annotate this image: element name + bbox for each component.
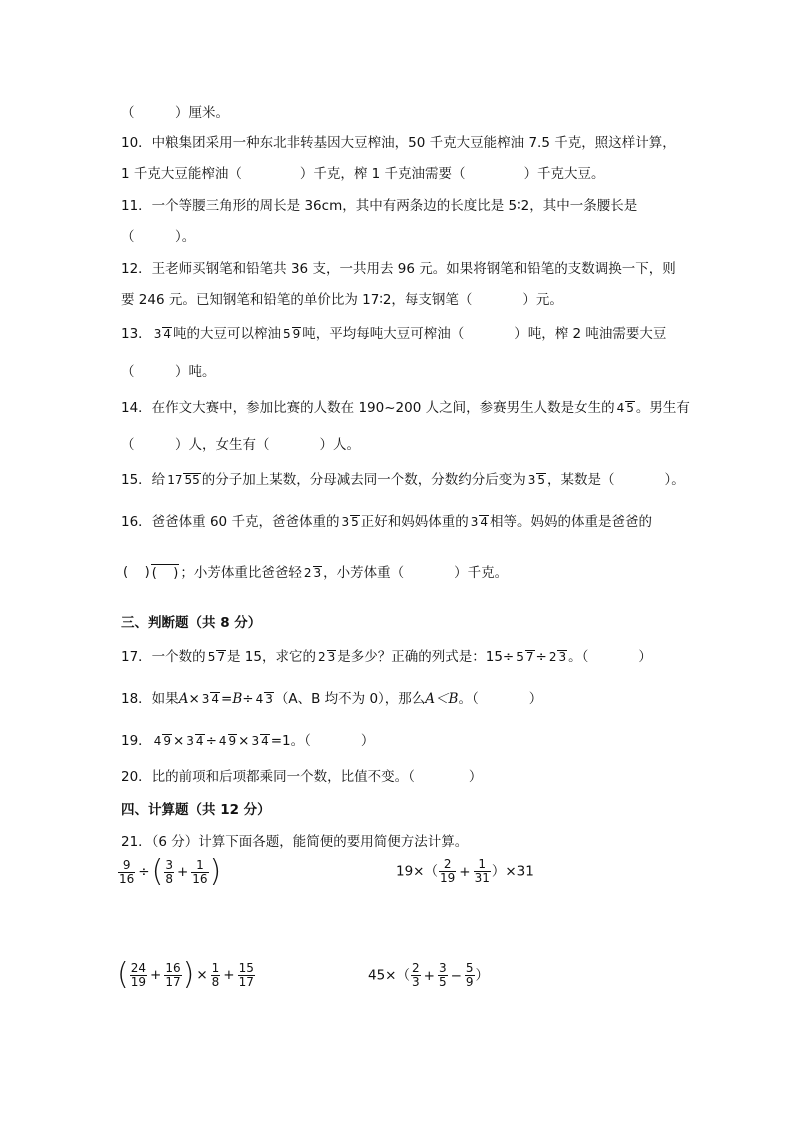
question-15-line: 15．给 17 55 的分子加上某数，分母减去同一个数，分数约分后变为 3 5 ，某数是（ ）。 [121, 472, 685, 488]
answer-blank-line: （ ）厘米。 [121, 105, 229, 121]
section-title: 三、判断题（共 8 分） [121, 615, 262, 631]
fraction: 17 55 [167, 472, 200, 487]
fraction: 3 4 [153, 326, 171, 341]
fraction: 5 7 [207, 649, 225, 664]
question-21-line: 21．（6 分）计算下面各题，能简便的要用简便方法计算。 [121, 834, 469, 850]
question-16-line-1: 16．爸爸体重 60 千克，爸爸体重的 3 5 正好和妈妈体重的 3 4 相等。妈妈的体重是爸爸的 [121, 514, 653, 530]
fraction: 2 3 [303, 565, 322, 580]
question-12-line-1: 12．王老师买钢笔和铅笔共 36 支，一共用去 96 元。如果将钢笔和铅笔的支数调换一下，则 [121, 261, 676, 277]
fraction: 3 5 [527, 472, 546, 487]
fraction: 3 5 [341, 514, 359, 529]
question-19-line: 19． 4 9 × 3 4 ÷ 4 9 × 3 4 =1。（ ） [121, 733, 375, 749]
fraction: 3 4 [251, 733, 269, 748]
question-11-line-1: 11．一个等腰三角形的周长是 36cm，其中有两条边的长度比是 5∶2，其中一条腰长是 [121, 198, 638, 214]
fraction: $\frac{16}{17}$ [165, 960, 181, 989]
fraction: 3 4 [186, 733, 204, 748]
calc-expression-2: 19×（ $\frac{2}{19}$ + $\frac{1}{31}$ ）×31 [396, 857, 534, 885]
question-13-line-1: 13． 3 4 吨的大豆可以榨油 5 9 吨，平均每吨大豆可榨油（ ）吨，榨 2 吨油需要大豆 [121, 326, 667, 342]
question-10-line-1: 10．中粮集团采用一种东北非转基因大豆榨油，50 千克大豆能榨油 7.5 千克，照这样计算， [121, 135, 676, 151]
fraction: $\frac{2}{3}$ [412, 961, 420, 989]
question-10-line-2: 1 千克大豆能榨油（ ）千克，榨 1 千克油需要（ ）千克大豆。 [121, 166, 605, 182]
section-title: 四、计算题（共 12 分） [121, 802, 271, 818]
question-18-line: 18．如果A× 3 4 =B÷ 4 3 （A、B 均不为 0），那么A＜B。（ ） [121, 691, 543, 707]
calc-expression-3: ( $\frac{24}{19}$ + $\frac{16}{17}$ ) × $\frac{1}{8}$ + $\frac{15}{17}$ [117, 957, 254, 992]
fraction: 3 4 [470, 514, 489, 529]
fraction: $\frac{9}{16}$ [119, 857, 135, 886]
fraction: 4 5 [616, 400, 634, 415]
question-13-line-2: （ ）吨。 [121, 364, 216, 380]
question-14-line-2: （ ）人，女生有（ ）人。 [121, 437, 360, 453]
fraction: 4 3 [255, 691, 273, 706]
fraction: 3 4 [201, 691, 220, 706]
fraction: 2 3 [317, 649, 336, 664]
question-12-line-2: 要 246 元。已知钢笔和铅笔的单价比为 17∶2，每支钢笔（ ）元。 [121, 292, 563, 308]
fraction: 5 9 [282, 326, 301, 341]
question-17-line: 17．一个数的 5 7 是 15，求它的 2 3 是多少？正确的列式是：15÷ 5 7 ÷ 2 3 。（ ） [121, 649, 652, 665]
fraction: $\frac{3}{8}$ [165, 857, 173, 886]
fraction: $\frac{15}{17}$ [238, 960, 254, 989]
calc-expression-4: 45×（ $\frac{2}{3}$ + $\frac{3}{5}$ − $\frac{5}{9}$ ） [368, 961, 490, 989]
question-16-line-2: ( ) ( ) ；小芳体重比爸爸轻 2 3 ，小芳体重（ ）千克。 [123, 565, 509, 581]
fraction-blank[interactable]: ( ) ( ) [123, 565, 179, 581]
fraction: $\frac{5}{9}$ [465, 961, 474, 989]
fraction: $\frac{2}{19}$ [440, 857, 456, 885]
fraction: $\frac{1}{8}$ [211, 960, 220, 989]
fraction: $\frac{24}{19}$ [130, 960, 146, 989]
fraction: 4 9 [153, 733, 171, 748]
fraction: 2 3 [548, 649, 567, 664]
fraction: $\frac{1}{31}$ [474, 857, 490, 885]
question-14-line-1: 14．在作文大赛中，参加比赛的人数在 190~200 人之间，参赛男生人数是女生的 4 5 。男生有 [121, 400, 690, 416]
question-11-line-2: （ ）。 [121, 229, 196, 245]
fraction: $\frac{1}{16}$ [192, 857, 208, 886]
fraction: $\frac{3}{5}$ [438, 961, 447, 989]
question-20-line: 20．比的前项和后项都乘同一个数，比值不变。（ ） [121, 769, 483, 785]
fraction: 5 7 [516, 649, 534, 664]
calc-expression-1: $\frac{9}{16}$ ÷( $\frac{3}{8}$ + $\frac{1}{16}$ ) [119, 854, 222, 889]
fraction: 4 9 [218, 733, 237, 748]
